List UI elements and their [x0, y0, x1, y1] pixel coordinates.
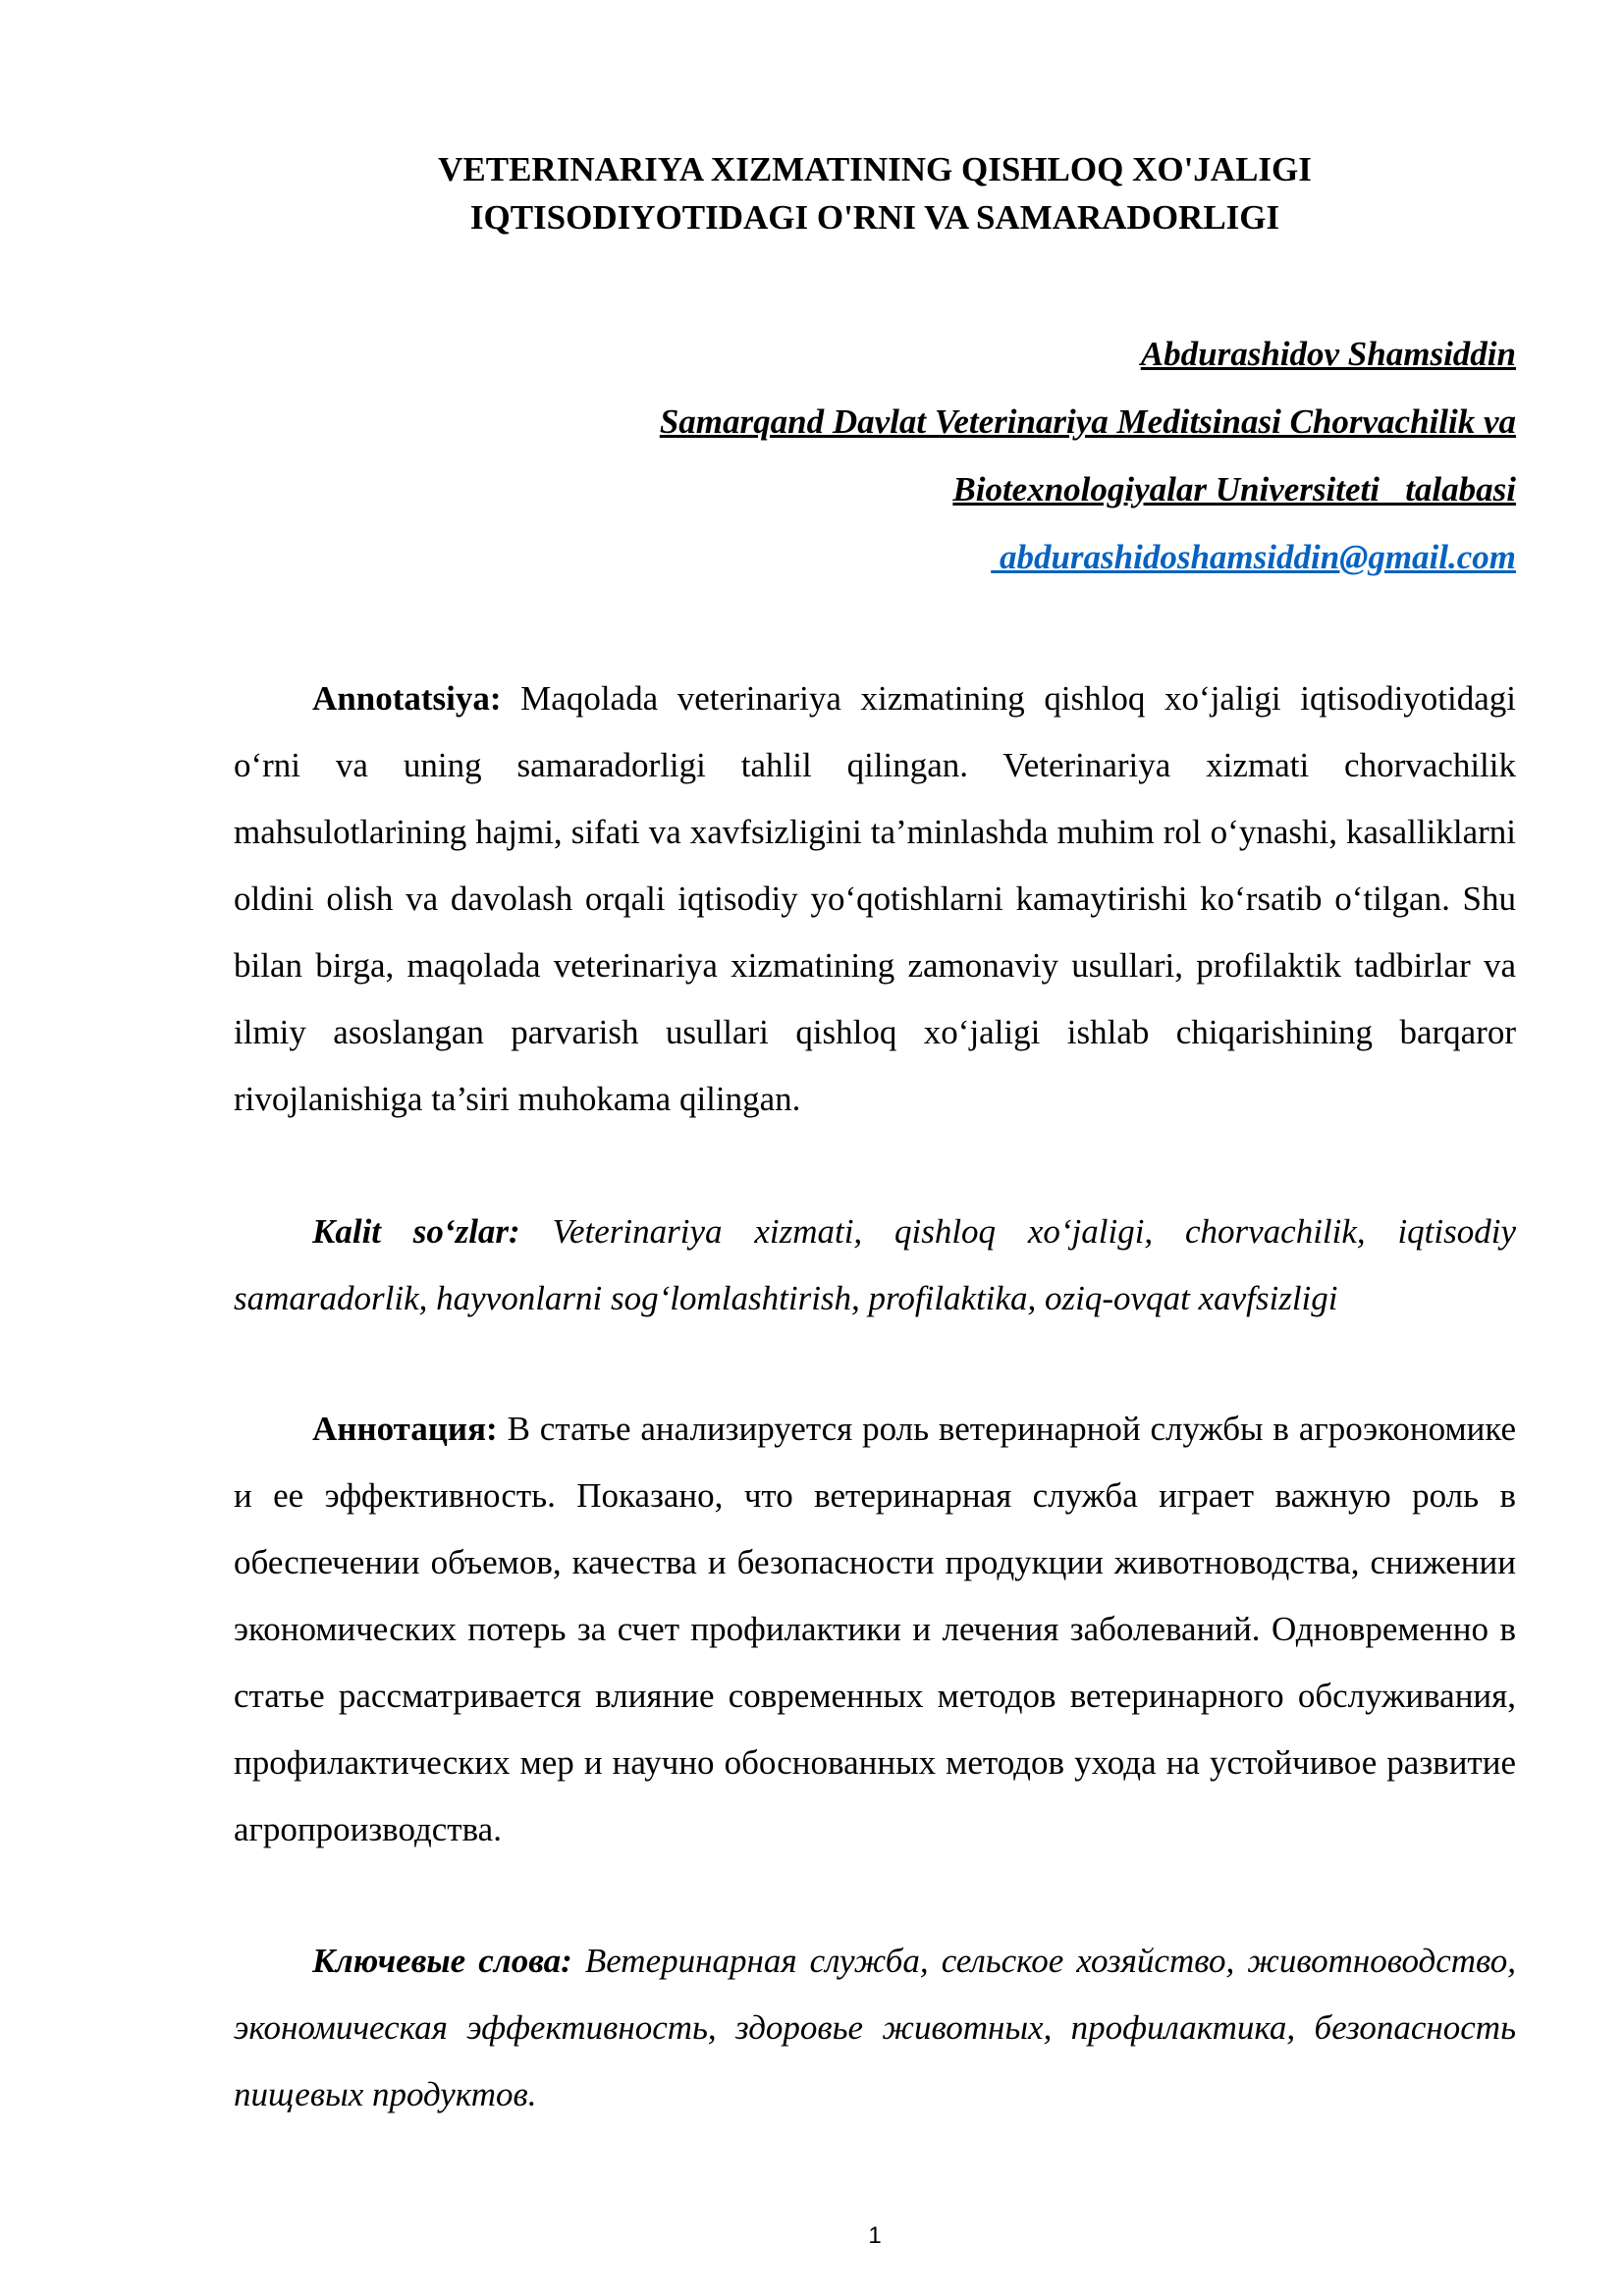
author-affiliation-line-2: Biotexnologiyalar Universiteti talabasi: [952, 470, 1516, 508]
paper-title: [234, 145, 1516, 241]
author-block: [660, 320, 1516, 591]
abstract-uz-label: Annotatsiya:: [312, 679, 502, 718]
page-number: 1: [868, 2222, 882, 2249]
keywords-uz: [234, 1199, 1516, 1332]
abstract-ru: [234, 1396, 1516, 1863]
abstract-ru-label: Аннотация:: [312, 1410, 498, 1448]
keywords-ru-text: Ветеринарная служба, сельское хозяйство, животноводство, экономическая эффективность, здоровье животных, профилактика, безопасность пищевых продуктов.: [234, 1942, 1516, 2113]
abstract-uz-text: Maqolada veterinariya xizmatining qishloq xo‘jaligi iqtisodiyotidagi o‘rni va uning samaradorligi tahlil qilingan. Veterinariya xizmati chorvachilik mahsulotlarining hajmi, sifati va xavfsizligini ta’minlashda muhim rol o‘ynashi, kasalliklarni oldini olish va davolash orqali iqtisodiy yo‘qotishlarni kamaytirishi ko‘rsatib o‘tilgan. Shu bilan birga, maqolada veterinariya xizmatining zamonaviy usullari, profilaktik tadbirlar va ilmiy asoslangan parvarish usullari qishloq xo‘jaligi ishlab chiqarishining barqaror rivojlanishiga ta’siri muhokama qilingan.: [234, 679, 1516, 1118]
author-affiliation-line-1: Samarqand Davlat Veterinariya Meditsinasi Chorvachilik va: [659, 402, 1516, 441]
keywords-uz-label: Kalit so‘zlar:: [312, 1212, 520, 1251]
keywords-ru: [234, 1928, 1516, 2128]
keywords-ru-label: Ключевые слова:: [312, 1942, 572, 1980]
abstract-ru-text: В статье анализируется роль ветеринарной службы в агроэкономике и ее эффективность. Показано, что ветеринарная служба играет важную роль в обеспечении объемов, качества и безопасности продукции животноводства, снижении экономических потерь за счет профилактики и лечения заболеваний. Одновременно в статье рассматривается влияние современных методов ветеринарного обслуживания, профилактических мер и научно обоснованных методов ухода на устойчивое развитие агропроизводства.: [234, 1410, 1516, 1848]
author-email-link[interactable]: abdurashidoshamsiddin@gmail.com: [991, 538, 1516, 576]
keywords-uz-text: Veterinariya xizmati, qishloq xo‘jaligi, chorvachilik, iqtisodiy samaradorlik, hayvonlarni sog‘lomlashtirish, profilaktika, oziq-ovqat xavfsizligi: [234, 1212, 1516, 1317]
abstract-uz: [234, 666, 1516, 1133]
title-line-1: VETERINARIYA XIZMATINING QISHLOQ XO'JALIGI: [438, 150, 1312, 188]
title-line-2: IQTISODIYOTIDAGI O'RNI VA SAMARADORLIGI: [469, 198, 1280, 237]
author-name: Abdurashidov Shamsiddin: [1140, 335, 1516, 373]
